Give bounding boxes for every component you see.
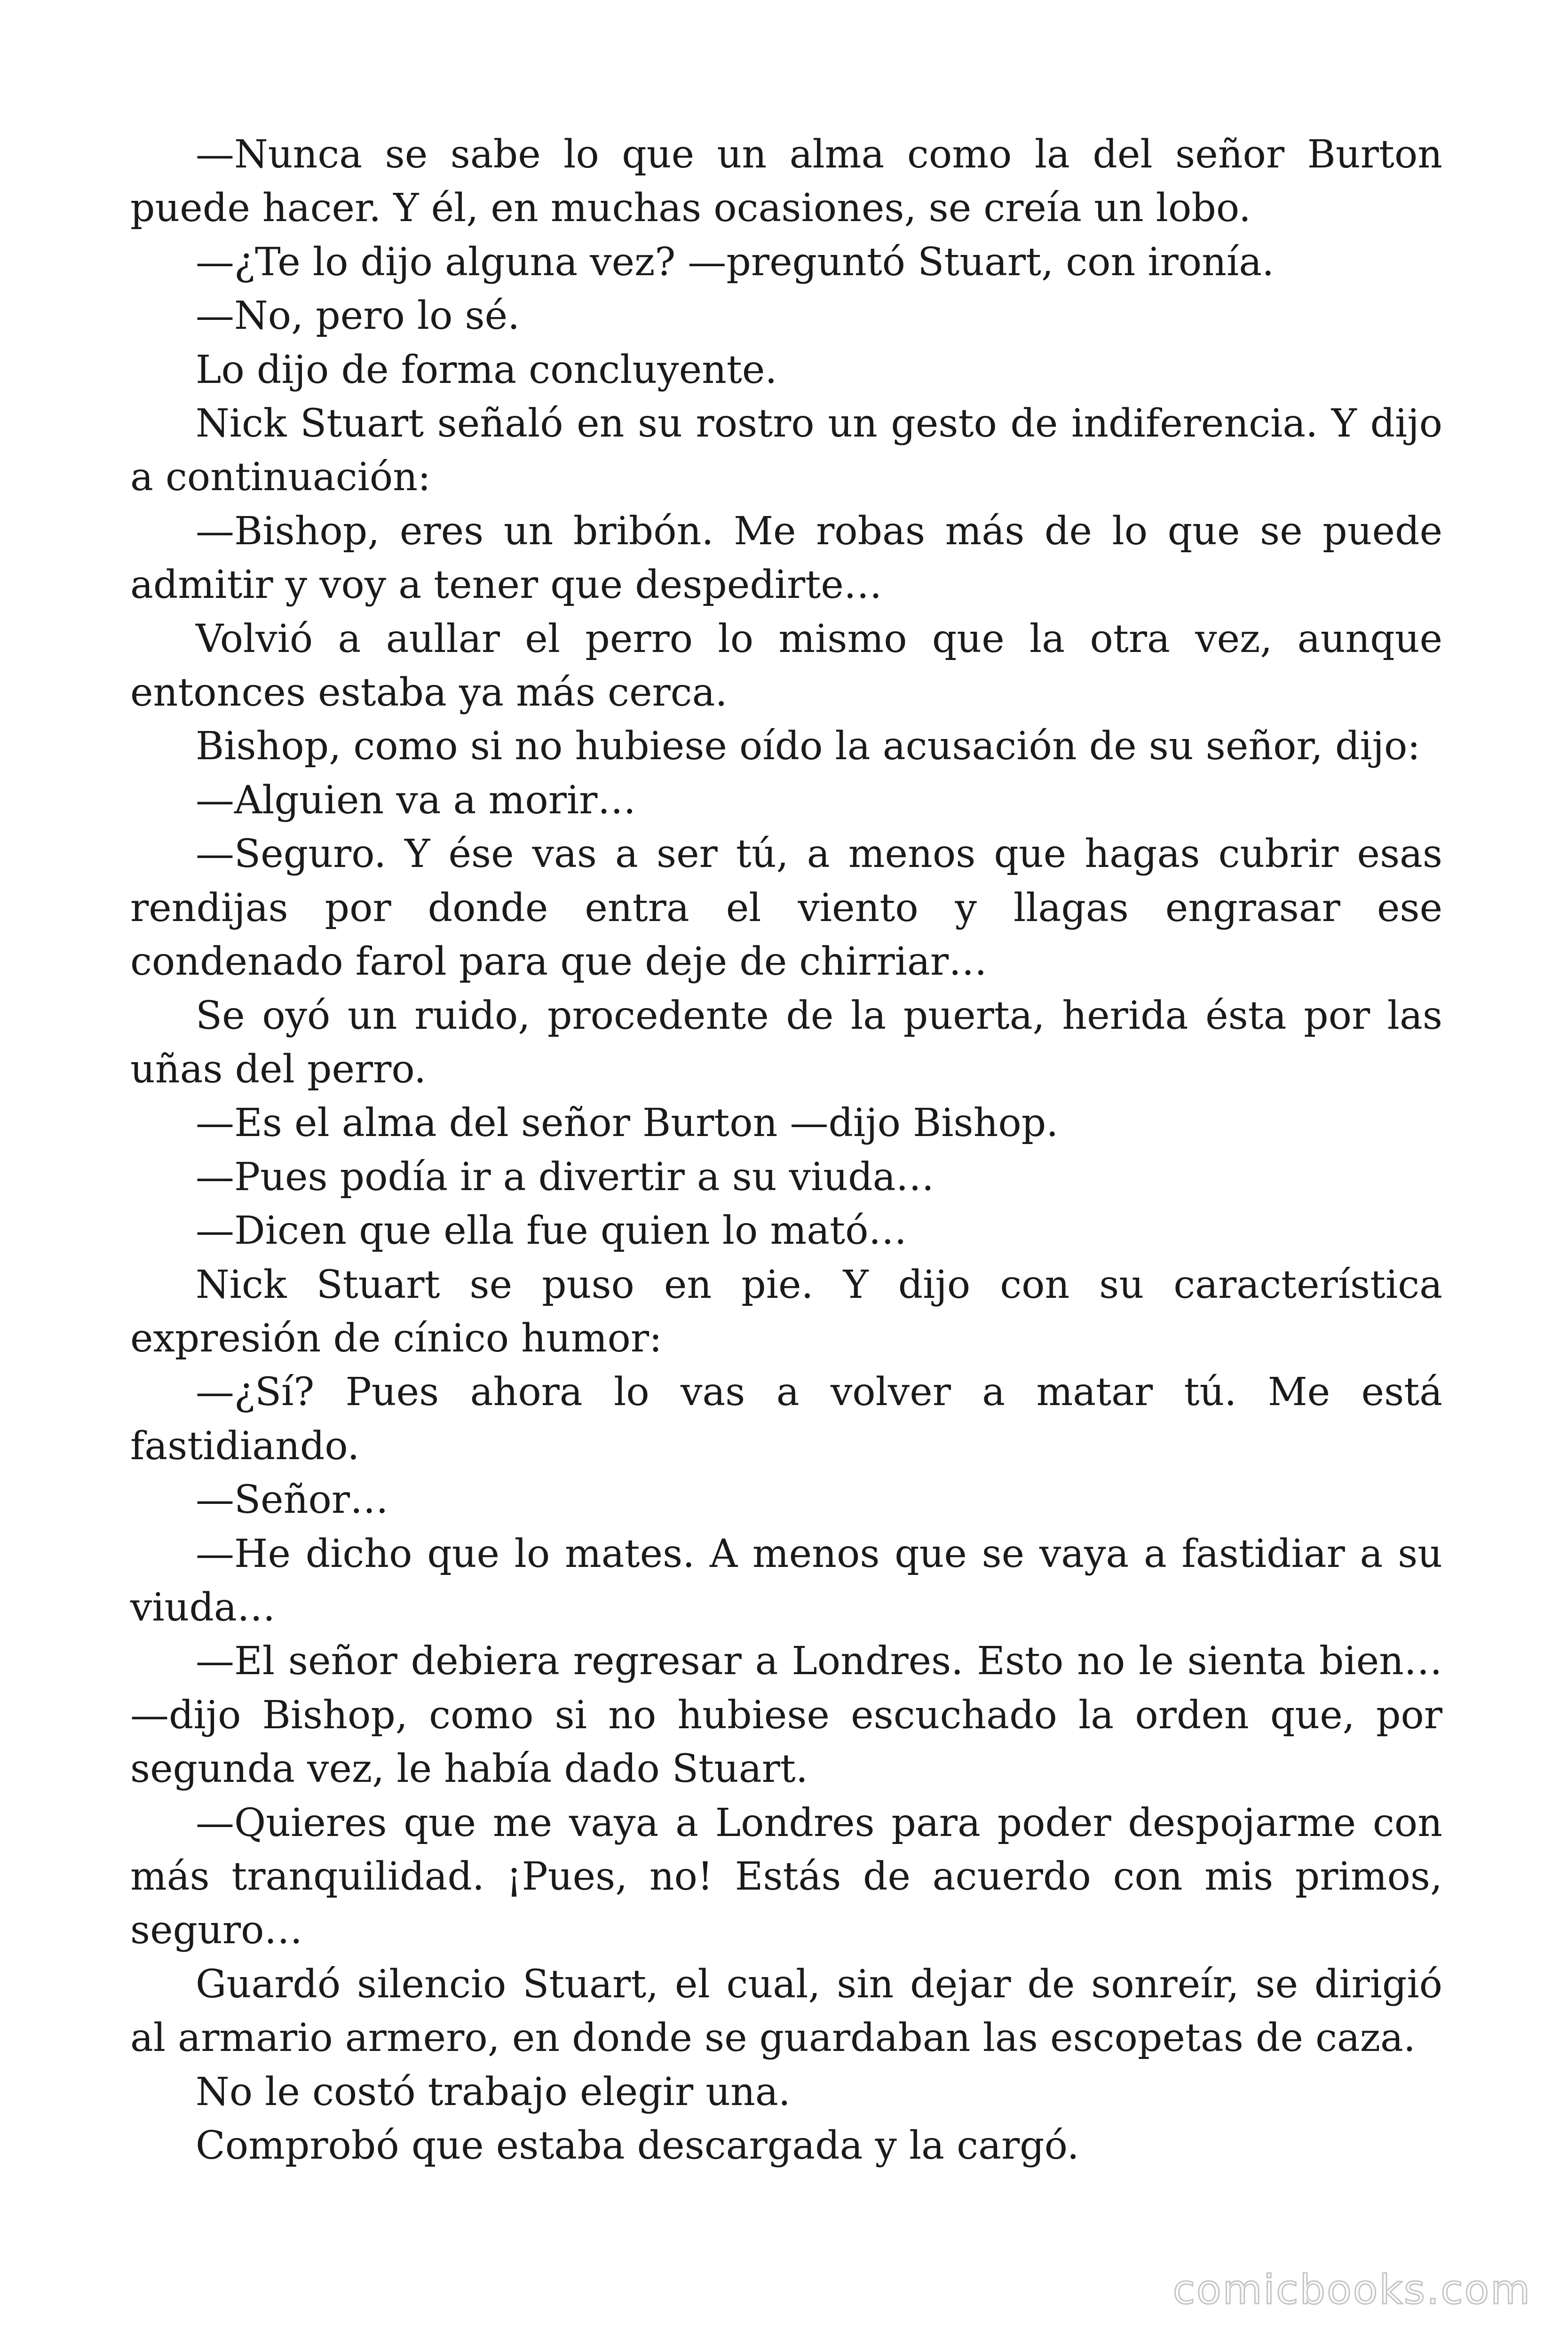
paragraph: —¿Sí? Pues ahora lo vas a volver a matar tú. Me está fastidiando. — [130, 1370, 1442, 1469]
paragraph: —El señor debiera regresar a Londres. Esto no le sienta bien… —dijo Bishop, como si no hubiese escuchado la orden que, por segunda vez, le había dado Stuart. — [130, 1639, 1442, 1792]
paragraph: —Alguien va a morir… — [196, 778, 636, 823]
paragraph: —Señor… — [196, 1478, 389, 1523]
paragraph: —Dicen que ella fue quien lo mató… — [196, 1208, 907, 1254]
paragraph: —No, pero lo sé. — [196, 294, 520, 339]
paragraph: —Bishop, eres un bribón. Me robas más de lo que se puede admitir y voy a tener que despedirte… — [130, 509, 1442, 608]
paragraph: —Nunca se sabe lo que un alma como la del señor Burton puede hacer. Y él, en muchas ocasiones, se creía un lobo. — [130, 132, 1442, 231]
paragraph: Nick Stuart se puso en pie. Y dijo con su característica expresión de cínico humor: — [130, 1262, 1442, 1361]
paragraph: —Pues podía ir a divertir a su viuda… — [196, 1154, 934, 1200]
paragraph: Nick Stuart señaló en su rostro un gesto de indiferencia. Y dijo a continuación: — [130, 401, 1442, 500]
paragraph: Guardó silencio Stuart, el cual, sin dejar de sonreír, se dirigió al armario armero, en donde se guardaban las escopetas de caza. — [130, 1962, 1442, 2061]
paragraph: Bishop, como si no hubiese oído la acusación de su señor, dijo: — [196, 724, 1420, 769]
paragraph: Lo dijo de forma concluyente. — [196, 347, 777, 392]
paragraph: —Es el alma del señor Burton —dijo Bishop. — [196, 1101, 1059, 1146]
watermark: comicbooks.com — [1172, 2266, 1531, 2313]
paragraph: —Quieres que me vaya a Londres para poder despojarme con más tranquilidad. ¡Pues, no! Estás de acuerdo con mis primos, seguro… — [130, 1800, 1442, 1953]
paragraph: Comprobó que estaba descargada y la cargó. — [196, 2123, 1079, 2169]
paragraph: —¿Te lo dijo alguna vez? —preguntó Stuart, con ironía. — [196, 239, 1275, 285]
paragraph: —He dicho que lo mates. A menos que se vaya a fastidiar a su viuda… — [130, 1531, 1442, 1630]
body-text — [130, 128, 1442, 2173]
paragraph: Se oyó un ruido, procedente de la puerta, herida ésta por las uñas del perro. — [130, 993, 1442, 1092]
paragraph: No le costó trabajo elegir una. — [196, 2069, 791, 2114]
paragraph: —Seguro. Y ése vas a ser tú, a menos que hagas cubrir esas rendijas por donde entra el viento y llagas engrasar ese condenado farol para que deje de chirriar… — [130, 832, 1442, 985]
paragraph: Volvió a aullar el perro lo mismo que la otra vez, aunque entonces estaba ya más cerca. — [130, 616, 1442, 715]
